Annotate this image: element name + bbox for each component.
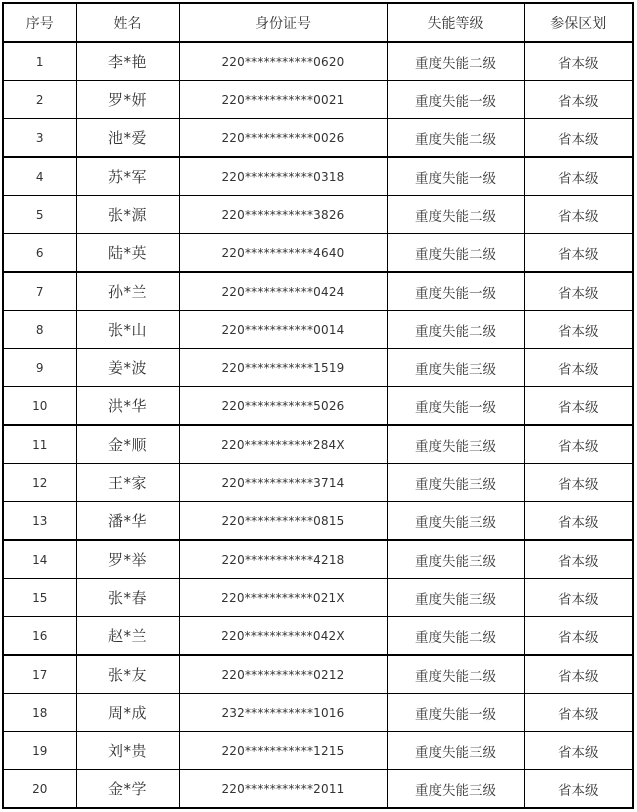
cell-id-number: 220***********0815 [179,502,387,541]
cell-disability-level: 重度失能三级 [387,540,524,579]
cell-insured-region: 省本级 [524,387,633,426]
cell-insured-region: 省本级 [524,694,633,732]
cell-insured-region: 省本级 [524,770,633,809]
cell-name: 池*爱 [76,119,179,158]
cell-insured-region: 省本级 [524,157,633,196]
cell-disability-level: 重度失能三级 [387,502,524,541]
cell-serial-number: 14 [3,540,76,579]
table-body [3,42,633,808]
cell-id-number: 232***********1016 [179,694,387,732]
cell-insured-region: 省本级 [524,617,633,656]
table-header [3,3,633,42]
cell-name: 姜*波 [76,349,179,387]
table-row [3,617,633,656]
cell-serial-number: 4 [3,157,76,196]
cell-name: 孙*兰 [76,272,179,311]
cell-disability-level: 重度失能三级 [387,464,524,502]
cell-insured-region: 省本级 [524,425,633,464]
cell-id-number: 220***********284X [179,425,387,464]
table-row [3,770,633,809]
table-row [3,349,633,387]
cell-id-number: 220***********4640 [179,234,387,273]
table-row [3,42,633,81]
cell-disability-level: 重度失能二级 [387,617,524,656]
cell-insured-region: 省本级 [524,311,633,349]
cell-name: 罗*举 [76,540,179,579]
cell-serial-number: 3 [3,119,76,158]
cell-disability-level: 重度失能二级 [387,234,524,273]
table-row [3,234,633,273]
table-row [3,272,633,311]
cell-disability-level: 重度失能二级 [387,42,524,81]
cell-insured-region: 省本级 [524,732,633,770]
cell-disability-level: 重度失能一级 [387,81,524,119]
header-id-number: 身份证号 [179,3,387,42]
cell-id-number: 220***********5026 [179,387,387,426]
table-row [3,157,633,196]
cell-insured-region: 省本级 [524,272,633,311]
cell-disability-level: 重度失能三级 [387,732,524,770]
cell-insured-region: 省本级 [524,502,633,541]
cell-id-number: 220***********0424 [179,272,387,311]
cell-serial-number: 19 [3,732,76,770]
cell-serial-number: 16 [3,617,76,656]
table-row [3,196,633,234]
cell-disability-level: 重度失能三级 [387,349,524,387]
cell-insured-region: 省本级 [524,540,633,579]
cell-disability-level: 重度失能一级 [387,272,524,311]
cell-disability-level: 重度失能三级 [387,579,524,617]
cell-name: 金*顺 [76,425,179,464]
cell-id-number: 220***********3714 [179,464,387,502]
cell-id-number: 220***********021X [179,579,387,617]
cell-serial-number: 17 [3,655,76,694]
table-row [3,694,633,732]
cell-insured-region: 省本级 [524,579,633,617]
cell-insured-region: 省本级 [524,196,633,234]
table-row [3,311,633,349]
cell-name: 陆*英 [76,234,179,273]
cell-serial-number: 7 [3,272,76,311]
table-row [3,502,633,541]
cell-serial-number: 8 [3,311,76,349]
cell-insured-region: 省本级 [524,81,633,119]
cell-name: 金*学 [76,770,179,809]
cell-disability-level: 重度失能二级 [387,655,524,694]
cell-name: 王*家 [76,464,179,502]
cell-insured-region: 省本级 [524,234,633,273]
cell-id-number: 220***********2011 [179,770,387,809]
cell-id-number: 220***********0212 [179,655,387,694]
header-row [3,3,633,42]
cell-name: 刘*贵 [76,732,179,770]
header-disability-level: 失能等级 [387,3,524,42]
cell-serial-number: 10 [3,387,76,426]
cell-id-number: 220***********4218 [179,540,387,579]
cell-serial-number: 12 [3,464,76,502]
table-row [3,81,633,119]
cell-disability-level: 重度失能三级 [387,770,524,809]
disability-list-table-container [2,2,634,809]
cell-disability-level: 重度失能一级 [387,387,524,426]
table-row [3,425,633,464]
cell-name: 张*源 [76,196,179,234]
cell-serial-number: 9 [3,349,76,387]
cell-disability-level: 重度失能一级 [387,157,524,196]
cell-name: 苏*军 [76,157,179,196]
cell-serial-number: 13 [3,502,76,541]
cell-serial-number: 6 [3,234,76,273]
table-row [3,119,633,158]
cell-serial-number: 11 [3,425,76,464]
table-row [3,579,633,617]
cell-disability-level: 重度失能三级 [387,425,524,464]
table-row [3,540,633,579]
table-row [3,655,633,694]
table-row [3,732,633,770]
cell-serial-number: 2 [3,81,76,119]
cell-serial-number: 20 [3,770,76,809]
cell-disability-level: 重度失能二级 [387,196,524,234]
cell-serial-number: 15 [3,579,76,617]
cell-disability-level: 重度失能二级 [387,119,524,158]
cell-id-number: 220***********1215 [179,732,387,770]
cell-insured-region: 省本级 [524,349,633,387]
cell-name: 李*艳 [76,42,179,81]
cell-id-number: 220***********0026 [179,119,387,158]
cell-id-number: 220***********1519 [179,349,387,387]
cell-insured-region: 省本级 [524,655,633,694]
cell-insured-region: 省本级 [524,119,633,158]
cell-name: 赵*兰 [76,617,179,656]
cell-disability-level: 重度失能二级 [387,311,524,349]
header-serial-number: 序号 [3,3,76,42]
cell-insured-region: 省本级 [524,42,633,81]
cell-name: 张*友 [76,655,179,694]
disability-list-table [2,2,634,809]
cell-serial-number: 18 [3,694,76,732]
cell-name: 潘*华 [76,502,179,541]
cell-name: 洪*华 [76,387,179,426]
cell-id-number: 220***********0318 [179,157,387,196]
cell-name: 罗*妍 [76,81,179,119]
cell-id-number: 220***********3826 [179,196,387,234]
cell-id-number: 220***********0014 [179,311,387,349]
header-name: 姓名 [76,3,179,42]
cell-serial-number: 1 [3,42,76,81]
table-row [3,387,633,426]
cell-id-number: 220***********0021 [179,81,387,119]
cell-insured-region: 省本级 [524,464,633,502]
cell-name: 周*成 [76,694,179,732]
cell-name: 张*春 [76,579,179,617]
table-row [3,464,633,502]
cell-name: 张*山 [76,311,179,349]
cell-disability-level: 重度失能一级 [387,694,524,732]
cell-serial-number: 5 [3,196,76,234]
cell-id-number: 220***********0620 [179,42,387,81]
header-insured-region: 参保区划 [524,3,633,42]
cell-id-number: 220***********042X [179,617,387,656]
